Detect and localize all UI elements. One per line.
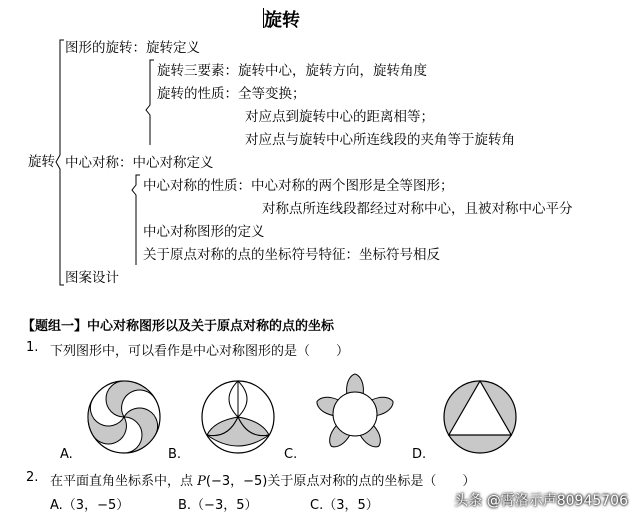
- q2-option-a: A.（3，−5）: [50, 498, 130, 513]
- outline-rotation-def: 图形的旋转：旋转定义: [65, 40, 200, 56]
- q2-option-c: C.（3，5）: [310, 498, 379, 513]
- q1-option-c: C.: [284, 447, 298, 462]
- q2-option-b: B.（−3，5）: [178, 498, 258, 513]
- outline-origin-coords: 关于原点对称的点的坐标符号特征：坐标符号相反: [143, 247, 440, 263]
- page-title: 旋转: [264, 10, 300, 31]
- q1-option-a: A.: [60, 447, 73, 462]
- q1-number: 1.: [26, 340, 39, 355]
- section-heading: 【题组一】中心对称图形以及关于原点对称的点的坐标: [22, 319, 335, 334]
- q2-var: P: [197, 474, 206, 489]
- outline-three-elements: 旋转三要素：旋转中心，旋转方向，旋转角度: [157, 63, 427, 79]
- outline-central-props: 中心对称的性质：中心对称的两个图形是全等图形；: [143, 178, 454, 194]
- three-petal-circle-figure: [198, 377, 278, 457]
- triple-swirl-figure: [84, 377, 164, 457]
- q2-text-b: (−3，−5)关于原点对称的点的坐标是（ ）: [205, 474, 476, 489]
- q1-option-b: B.: [168, 447, 182, 462]
- triangle-in-circle-figure: [440, 377, 520, 457]
- outline-central: 中心对称：中心对称定义: [65, 155, 214, 171]
- outline-central-figure: 中心对称图形的定义: [143, 224, 265, 240]
- five-petal-flower-figure: [313, 372, 397, 456]
- outline-prop2: 对应点与旋转中心所连线段的夹角等于旋转角: [245, 132, 515, 148]
- q2-text-a: 在平面直角坐标系中，点: [50, 474, 198, 489]
- q2-number: 2.: [26, 470, 39, 485]
- outline-pattern: 图案设计: [65, 270, 119, 286]
- outline-prop1: 对应点到旋转中心的距离相等；: [245, 109, 434, 125]
- watermark: 头条 @霄洛示声80945706: [454, 493, 628, 509]
- outline-central-prop2: 对称点所连线段都经过对称中心，且被对称中心平分: [262, 201, 573, 217]
- outline-root: 旋转: [28, 154, 55, 170]
- outline-properties: 旋转的性质：全等变换；: [157, 86, 306, 102]
- q2-text: [50, 470, 475, 489]
- q1-text: 下列图形中，可以看作是中心对称图形的是（ ）: [50, 344, 350, 359]
- q1-option-d: D.: [412, 447, 427, 462]
